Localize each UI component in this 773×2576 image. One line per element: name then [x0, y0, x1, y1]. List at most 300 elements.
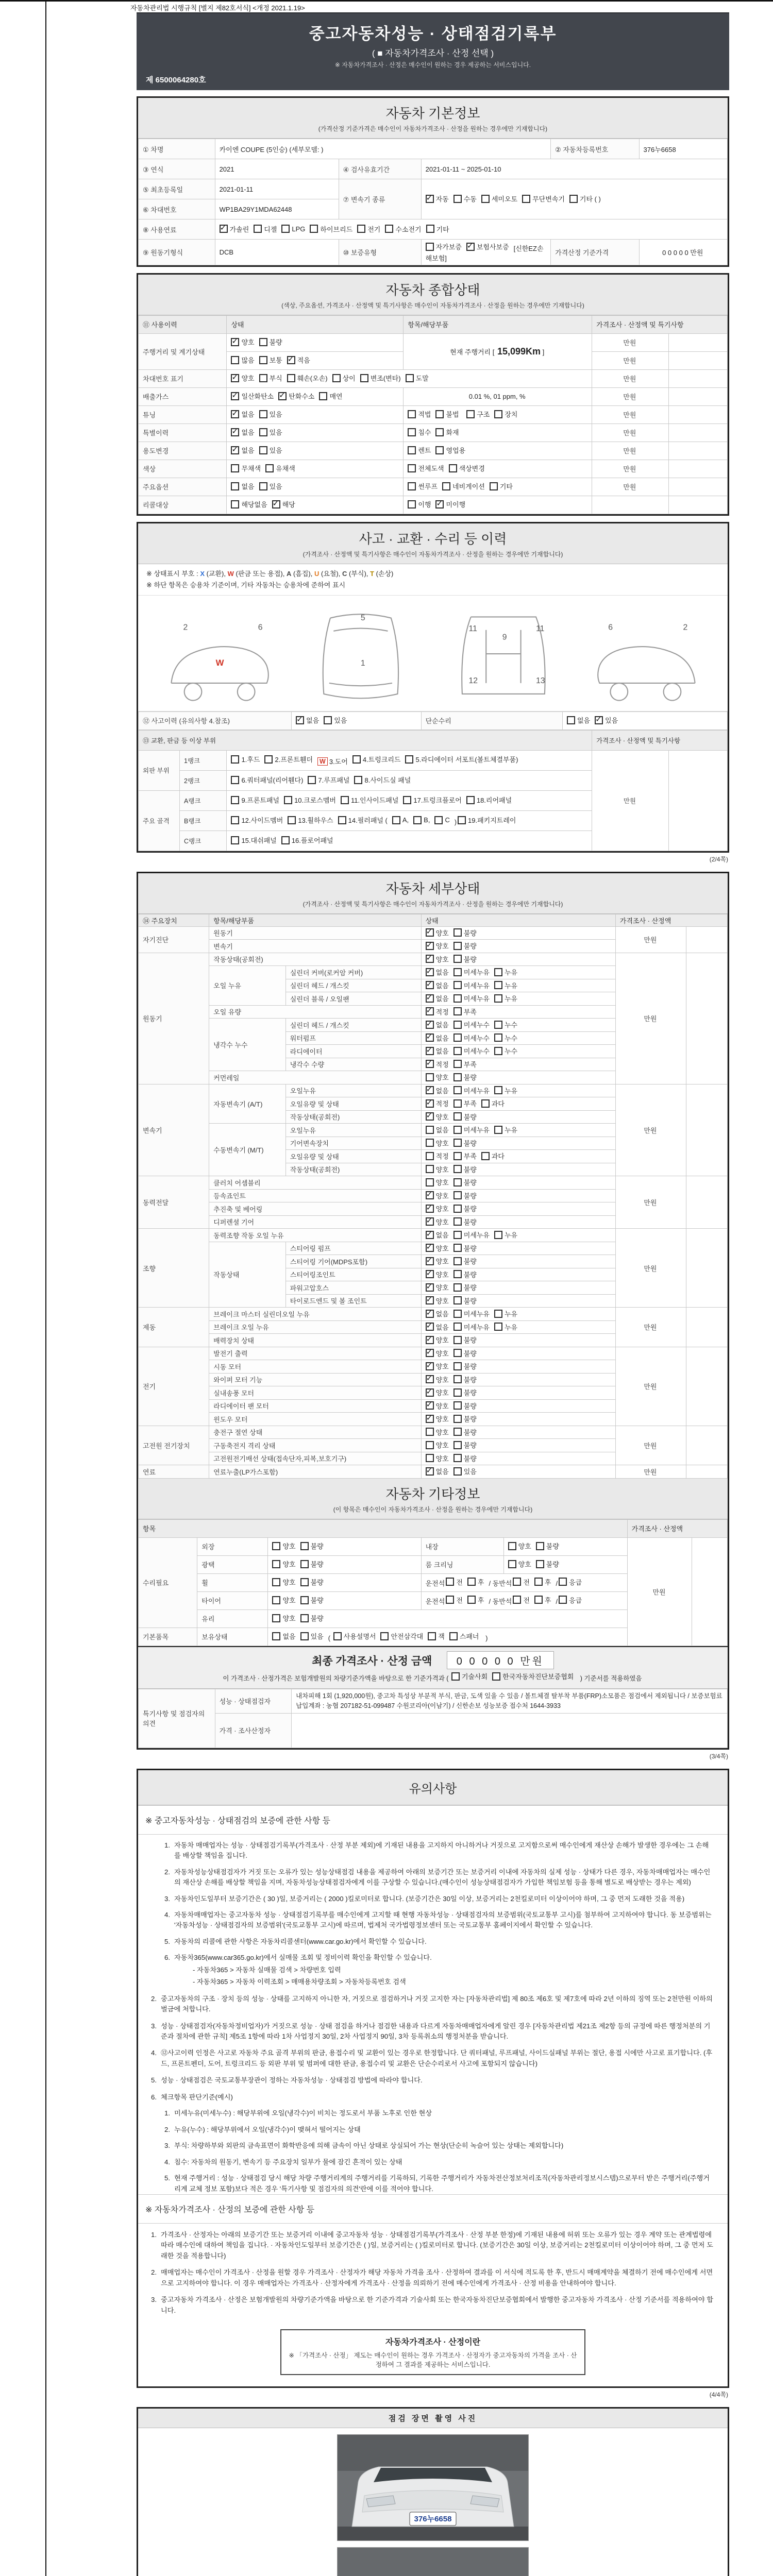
cell-text: 변속기 [213, 942, 233, 951]
check-option[interactable] [259, 445, 282, 455]
check-option[interactable] [453, 1322, 490, 1332]
check-option[interactable] [426, 1243, 449, 1253]
check-option[interactable] [426, 1020, 449, 1029]
check-option[interactable] [494, 1046, 517, 1056]
cell-text: 가격조사 · 산정액 및 특기사항 [596, 321, 684, 329]
check-option[interactable] [494, 993, 517, 1003]
check-option[interactable] [453, 1296, 477, 1306]
field-value [421, 1360, 615, 1374]
field-label [197, 1555, 268, 1573]
check-option[interactable] [231, 445, 254, 455]
check-option[interactable] [426, 1125, 449, 1134]
check-option[interactable] [449, 463, 485, 473]
check-option[interactable] [453, 1243, 477, 1253]
check-option[interactable] [481, 1098, 505, 1108]
check-option[interactable] [408, 499, 431, 509]
check-option[interactable] [426, 1453, 449, 1463]
check-option[interactable] [494, 1020, 517, 1029]
notice-item-text: 자동차인도일부터 보증기간은 ( 30 )일, 보증거리는 ( 2000 )킬로미터로 합니다. (보증기간은 30일 이상, 보증거리는 2천킬로미터 이상이어야 하며, 그 중 먼저 도래한 것을 적용) [174, 1894, 685, 1903]
check-option[interactable] [231, 775, 303, 785]
check-option[interactable] [426, 1322, 449, 1332]
check-option[interactable] [453, 1427, 477, 1437]
check-option[interactable] [534, 1577, 551, 1587]
check-option[interactable] [338, 815, 388, 825]
check-option[interactable] [281, 225, 305, 233]
checkbox-icon [231, 816, 239, 824]
check-option[interactable] [453, 1217, 477, 1227]
field-value [421, 1110, 615, 1124]
check-option[interactable] [287, 355, 310, 365]
check-option-label: 양호 [435, 1270, 449, 1279]
field-value [227, 423, 404, 442]
table-row [139, 926, 728, 940]
checkbox-icon [341, 796, 349, 804]
check-option[interactable] [231, 427, 254, 437]
check-option[interactable] [272, 499, 295, 509]
check-option[interactable] [534, 1595, 551, 1605]
field-value [421, 1347, 615, 1360]
check-option[interactable] [453, 1007, 477, 1016]
check-option[interactable] [231, 373, 254, 383]
check-option[interactable] [341, 795, 398, 805]
check-option[interactable] [426, 1414, 449, 1423]
check-option[interactable] [494, 1309, 517, 1318]
check-option[interactable] [453, 1046, 490, 1056]
check-option[interactable] [300, 1613, 324, 1623]
check-option[interactable] [453, 1256, 477, 1266]
check-option[interactable] [426, 1138, 449, 1148]
check-option[interactable] [453, 1361, 477, 1371]
check-option[interactable] [296, 715, 319, 725]
field-value [686, 1229, 727, 1308]
section-basic-header [138, 98, 728, 139]
check-option[interactable] [272, 1595, 295, 1605]
check-option[interactable] [494, 1033, 517, 1043]
check-option[interactable] [508, 1559, 531, 1569]
checkbox-icon [357, 225, 365, 233]
check-option[interactable] [453, 1033, 490, 1043]
check-option[interactable] [453, 928, 477, 938]
field-label [285, 1110, 421, 1124]
check-option[interactable] [451, 1672, 488, 1682]
check-option[interactable] [466, 795, 512, 805]
check-option[interactable] [426, 993, 449, 1003]
check-option[interactable] [426, 1204, 449, 1213]
check-option[interactable] [453, 1453, 477, 1463]
check-option[interactable] [300, 1631, 324, 1641]
check-option-label: 미세누유 [463, 995, 490, 1003]
check-option[interactable] [494, 1125, 517, 1134]
check-option[interactable] [426, 1309, 449, 1318]
check-option[interactable] [446, 1595, 463, 1605]
checkbox-icon [494, 410, 502, 418]
check-option[interactable] [405, 754, 518, 764]
check-option[interactable] [272, 1559, 295, 1569]
check-option[interactable] [308, 775, 349, 785]
check-option[interactable] [220, 224, 249, 234]
column-header [227, 315, 404, 333]
check-option[interactable] [428, 1631, 445, 1641]
check-option[interactable] [453, 1151, 477, 1161]
checkbox-icon [567, 716, 575, 724]
check-option-label: 수소전기 [395, 225, 422, 233]
check-option[interactable] [403, 795, 461, 805]
check-option[interactable] [453, 1138, 477, 1148]
check-option[interactable] [453, 967, 490, 977]
check-option[interactable] [288, 815, 333, 825]
check-option[interactable] [385, 224, 421, 234]
check-option[interactable] [392, 816, 409, 824]
field-value [268, 1537, 421, 1555]
check-option-label: 6.쿼터패널(리어휀다) [241, 776, 304, 785]
check-option-label: 미이행 [446, 501, 466, 509]
check-option[interactable] [272, 1577, 295, 1587]
check-option[interactable] [408, 481, 438, 491]
check-option[interactable] [278, 391, 314, 401]
check-option-label: 없음 [435, 1034, 449, 1042]
check-option[interactable] [453, 993, 490, 1003]
check-option[interactable] [259, 427, 282, 437]
check-option[interactable] [494, 1086, 517, 1095]
check-option[interactable] [453, 1269, 477, 1279]
check-option[interactable] [426, 1164, 449, 1174]
check-option[interactable] [406, 373, 429, 383]
check-option-label: 미세누수 [463, 1047, 490, 1056]
check-option[interactable] [231, 815, 283, 825]
check-option[interactable] [426, 1007, 449, 1016]
check-option[interactable] [481, 1151, 505, 1161]
cell-text: 2랭크 [184, 777, 200, 785]
check-option[interactable] [426, 224, 449, 234]
check-option[interactable] [408, 409, 431, 419]
notice-item-text: 현재 주행거리 : 성능 · 상태점검 당시 해당 차량 주행거리계의 주행거리를 기록하되, 기록한 주행거리가 자동차전산정보처리조직(자동차관리정보시스템)으로부터 받은 주행거리(주행거리계 교체 정보 포함)보다 적은 경우 '특기사항 및 점검자의 의견'란에 이를 적어야 합니다. [174, 2174, 710, 2193]
check-option[interactable] [453, 1387, 477, 1397]
check-option[interactable] [426, 1046, 449, 1056]
section-detail-title: 자동차 세부상태 [385, 880, 480, 896]
check-option[interactable] [426, 1427, 449, 1437]
check-option[interactable] [426, 980, 449, 990]
check-option[interactable] [434, 816, 449, 824]
field-value [227, 351, 404, 369]
check-option[interactable] [494, 409, 517, 419]
check-option[interactable] [426, 967, 449, 977]
check-option[interactable] [426, 1086, 449, 1095]
check-option[interactable] [426, 928, 449, 938]
notice-item [146, 1994, 714, 2015]
checkbox-icon [426, 1454, 434, 1462]
check-option[interactable] [435, 499, 465, 509]
field-value [421, 1573, 627, 1591]
check-option[interactable] [453, 1072, 477, 1082]
check-option[interactable] [333, 1631, 376, 1641]
check-option-label: 불량 [463, 1165, 477, 1174]
check-option-label: 해당없음 [241, 501, 267, 509]
check-option[interactable] [426, 941, 449, 951]
check-option[interactable] [513, 1577, 530, 1587]
check-option[interactable] [426, 1348, 449, 1358]
field-value [215, 159, 339, 179]
check-option[interactable] [413, 816, 430, 824]
check-option[interactable] [435, 445, 465, 455]
check-option[interactable] [426, 1098, 449, 1108]
check-option[interactable] [453, 941, 477, 951]
check-option[interactable] [332, 373, 356, 383]
check-option[interactable] [453, 1348, 477, 1358]
check-option[interactable] [259, 481, 282, 491]
check-option[interactable] [536, 1559, 559, 1569]
check-option[interactable] [319, 391, 342, 401]
check-option-label: 부족 [463, 1060, 477, 1069]
check-option[interactable] [426, 1256, 449, 1266]
check-option[interactable] [490, 481, 513, 491]
cell-text: 만원 [644, 936, 657, 944]
field-label [209, 1386, 421, 1400]
section-accident-history [137, 522, 729, 853]
check-option-label: 화재 [446, 429, 459, 437]
check-option[interactable] [536, 1541, 559, 1551]
check-option[interactable] [442, 481, 485, 491]
check-option[interactable] [508, 1541, 531, 1551]
check-option[interactable] [357, 224, 380, 234]
check-option[interactable] [453, 1059, 477, 1069]
field-value [404, 478, 592, 496]
check-option-label: 전 [456, 1578, 463, 1586]
check-option[interactable] [264, 754, 313, 764]
check-option[interactable] [494, 980, 517, 990]
notice-item [160, 2141, 714, 2151]
check-option[interactable] [231, 499, 267, 509]
check-option[interactable] [259, 337, 282, 347]
field-label [209, 1005, 421, 1019]
check-option[interactable] [426, 1440, 449, 1450]
check-option[interactable] [453, 1204, 477, 1213]
check-option[interactable] [259, 355, 282, 365]
cell-text: 만원 [623, 429, 636, 437]
check-option[interactable] [466, 242, 509, 251]
field-value [227, 387, 404, 405]
check-option[interactable] [426, 1335, 449, 1345]
check-option[interactable] [453, 1282, 477, 1292]
check-option[interactable] [453, 194, 477, 204]
section-etc-note: (이 항목은 매수인이 자동차가격조사 · 산정을 원하는 경우에만 기재합니다) [333, 1505, 533, 1513]
check-option[interactable] [426, 1296, 449, 1306]
check-option[interactable] [426, 954, 449, 964]
field-value [421, 1176, 615, 1190]
check-option[interactable] [254, 224, 277, 234]
check-option[interactable] [380, 1631, 423, 1641]
check-option[interactable] [513, 1595, 530, 1605]
check-option[interactable] [287, 373, 328, 383]
check-option[interactable] [231, 835, 276, 845]
check-option[interactable] [354, 775, 411, 785]
check-option-label: 누유 [504, 1310, 518, 1318]
etc-grid [138, 1519, 728, 1646]
cell-text: / [556, 1580, 558, 1588]
column-header [139, 914, 209, 926]
check-option[interactable] [453, 1309, 490, 1318]
check-option[interactable] [446, 1577, 463, 1587]
checkbox-icon [534, 1596, 543, 1604]
check-option[interactable] [259, 409, 282, 419]
check-option[interactable] [453, 1414, 477, 1423]
check-option[interactable] [408, 427, 431, 437]
check-option[interactable] [449, 1631, 479, 1641]
check-option[interactable] [408, 463, 444, 473]
check-option[interactable] [559, 1577, 582, 1587]
check-option-label: 후 [544, 1578, 551, 1586]
check-option[interactable] [281, 835, 333, 845]
check-option[interactable] [458, 815, 516, 825]
check-option[interactable] [435, 427, 459, 437]
checkbox-icon [272, 1596, 280, 1604]
check-option[interactable] [426, 1282, 449, 1292]
check-option[interactable] [466, 409, 490, 419]
check-option[interactable] [310, 224, 352, 234]
check-option[interactable] [567, 715, 590, 725]
field-value [592, 442, 669, 460]
check-option[interactable] [559, 1595, 582, 1605]
check-option[interactable] [453, 1440, 477, 1450]
check-option[interactable] [426, 1072, 449, 1082]
check-option[interactable] [453, 1401, 477, 1411]
check-option[interactable] [453, 1177, 477, 1187]
check-option[interactable] [272, 1631, 295, 1641]
check-option[interactable] [522, 194, 565, 204]
check-option[interactable] [231, 355, 254, 365]
check-option[interactable] [352, 754, 401, 764]
check-option[interactable] [494, 1322, 517, 1332]
cell-text: 실린더 커버(로커암 커버) [290, 969, 363, 977]
check-option[interactable] [453, 1164, 477, 1174]
check-option[interactable] [265, 463, 295, 473]
check-option[interactable] [426, 1191, 449, 1200]
table-row [139, 1308, 728, 1321]
checkbox-icon [272, 1632, 280, 1640]
check-option-label: 유채색 [276, 465, 295, 473]
checkbox-icon [453, 1060, 462, 1068]
cell-text: 타이로드엔드 및 볼 조인트 [290, 1297, 367, 1306]
check-option[interactable] [259, 373, 282, 383]
check-option-label: 적정 [435, 1153, 449, 1161]
definition-box-title: 자동차가격조사 · 산정이란 [385, 2338, 481, 2347]
check-option[interactable] [272, 1613, 295, 1623]
check-option[interactable] [426, 1375, 449, 1384]
check-option[interactable] [300, 1577, 324, 1587]
check-option-label: 16.플로어패널 [291, 837, 333, 845]
check-option[interactable] [467, 1595, 484, 1605]
check-option[interactable] [453, 1230, 490, 1240]
check-option[interactable] [231, 391, 274, 401]
field-value [404, 442, 592, 460]
check-option[interactable] [595, 715, 618, 725]
check-option[interactable] [435, 409, 459, 419]
checkbox-icon [453, 942, 462, 950]
field-value [227, 405, 404, 423]
field-value [421, 1399, 615, 1413]
checkbox-checked-icon [426, 1283, 434, 1292]
check-option[interactable] [300, 1559, 324, 1569]
check-option[interactable] [453, 1112, 477, 1122]
check-option[interactable] [426, 1269, 449, 1279]
field-label [139, 1176, 209, 1229]
check-option[interactable] [231, 409, 254, 419]
notice-item [160, 1840, 714, 1861]
check-option[interactable] [453, 1020, 490, 1029]
notice-item-text: 침수: 자동차의 원동기, 변속기 등 주요장치 일부가 물에 잠긴 흔적이 있는 상태 [174, 2158, 402, 2166]
check-option[interactable] [426, 1112, 449, 1122]
check-option[interactable] [360, 373, 401, 383]
check-option[interactable] [467, 1577, 484, 1587]
check-option[interactable] [426, 242, 462, 251]
check-option[interactable] [494, 967, 517, 977]
check-option[interactable] [453, 1466, 477, 1476]
check-option-label: 많음 [241, 357, 255, 365]
cell-text: 발전기 출력 [213, 1350, 248, 1358]
check-option[interactable] [453, 954, 477, 964]
check-option[interactable] [453, 1335, 477, 1345]
check-option[interactable] [453, 1086, 490, 1095]
check-option[interactable] [284, 795, 336, 805]
check-option[interactable] [494, 1230, 517, 1240]
check-option[interactable] [231, 463, 261, 473]
checkbox-checked-icon [272, 500, 280, 509]
cell-text: 룸 크리닝 [425, 1561, 453, 1569]
check-option[interactable] [408, 445, 431, 455]
check-option[interactable] [426, 1230, 449, 1240]
check-option[interactable] [426, 1059, 449, 1069]
checkbox-icon [446, 1596, 454, 1604]
check-option[interactable] [231, 754, 260, 764]
check-option[interactable] [300, 1595, 324, 1605]
check-option[interactable] [453, 1125, 490, 1134]
check-option[interactable] [426, 1466, 449, 1476]
checkbox-icon [284, 796, 292, 804]
check-option[interactable] [426, 1361, 449, 1371]
check-option[interactable] [426, 1033, 449, 1043]
check-option[interactable] [231, 795, 279, 805]
check-option[interactable] [426, 1387, 449, 1397]
field-label [139, 333, 227, 369]
check-option[interactable] [481, 194, 517, 204]
field-label [209, 1202, 421, 1216]
checkbox-icon [231, 500, 239, 509]
check-option[interactable] [426, 1217, 449, 1227]
check-option[interactable] [426, 1177, 449, 1187]
checkbox-icon [413, 816, 422, 824]
check-option[interactable] [231, 481, 254, 491]
check-option[interactable] [453, 1375, 477, 1384]
check-option[interactable] [426, 1151, 449, 1161]
repair-mark-option[interactable] [317, 756, 348, 766]
check-option[interactable] [426, 1401, 449, 1411]
check-option-label: 과다 [491, 1100, 505, 1108]
check-option[interactable] [492, 1672, 574, 1682]
check-option[interactable] [231, 337, 254, 347]
cell-text: 구동축전지 격리 상태 [213, 1442, 276, 1450]
check-option[interactable] [300, 1541, 324, 1551]
check-option[interactable] [453, 1191, 477, 1200]
car-damage-diagrams [138, 596, 728, 711]
section-basic-title: 자동차 기본정보 [385, 106, 480, 121]
check-option[interactable] [569, 194, 601, 204]
check-option[interactable] [426, 194, 449, 204]
cell-text: 만원 [623, 447, 636, 455]
cell-text: 만원 [644, 1468, 657, 1476]
check-option[interactable] [272, 1541, 295, 1551]
check-option[interactable] [453, 1098, 477, 1108]
check-option[interactable] [453, 980, 490, 990]
check-option[interactable] [324, 715, 347, 725]
